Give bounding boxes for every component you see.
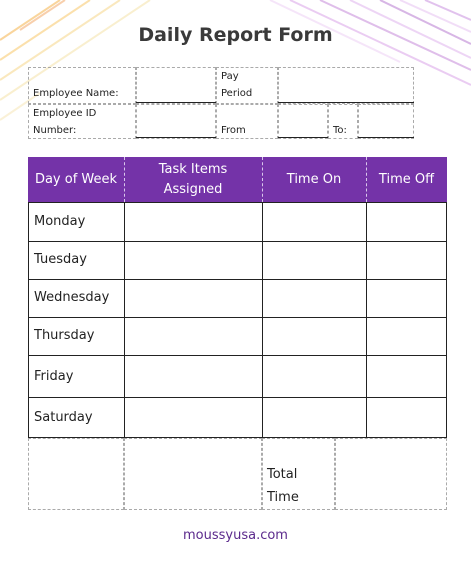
employee-name-underline — [136, 102, 216, 103]
header-time-off: Time Off — [378, 171, 435, 187]
pay-period-label-cell — [216, 67, 278, 104]
employee-name-label-cell — [28, 67, 136, 104]
column-divider — [262, 203, 263, 437]
totals-empty-cell — [124, 438, 262, 510]
employee-name-label: Employee Name: — [33, 88, 119, 99]
column-divider — [366, 203, 367, 437]
employee-info-section — [28, 67, 414, 139]
day-thursday: Thursday — [34, 328, 95, 343]
header-task-items: Task Items Assigned — [158, 161, 228, 197]
row-divider — [29, 279, 446, 280]
day-wednesday: Wednesday — [34, 290, 110, 305]
to-date-underline — [358, 137, 414, 138]
page-title: Daily Report Form — [138, 24, 333, 46]
total-time-label-cell — [262, 438, 335, 510]
footer-website: moussyusa.com — [183, 528, 288, 543]
table-body — [28, 202, 447, 438]
total-time-field[interactable] — [335, 438, 447, 510]
employee-id-underline — [136, 137, 216, 138]
total-time-label-line1: Total — [267, 467, 298, 482]
employee-id-field[interactable] — [136, 104, 216, 139]
row-divider — [29, 397, 446, 398]
day-saturday: Saturday — [34, 410, 93, 425]
pay-period-label-line1: Pay — [221, 71, 239, 82]
row-divider — [29, 241, 446, 242]
employee-id-label-line2: Number: — [33, 125, 77, 136]
totals-row — [28, 438, 447, 510]
pay-period-field[interactable] — [278, 67, 414, 104]
from-label-cell — [216, 104, 278, 139]
from-date-field[interactable] — [278, 104, 328, 139]
employee-id-label-line1: Employee ID — [33, 108, 97, 119]
employee-name-field[interactable] — [136, 67, 216, 104]
from-date-underline — [278, 137, 328, 138]
row-divider — [29, 355, 446, 356]
day-tuesday: Tuesday — [34, 252, 87, 267]
table-header-row — [28, 157, 447, 202]
to-label-cell — [328, 104, 358, 139]
pay-period-label-line2: Period — [221, 88, 253, 99]
day-friday: Friday — [34, 369, 74, 384]
to-label: To: — [333, 125, 347, 136]
totals-empty-cell — [28, 438, 124, 510]
to-date-field[interactable] — [358, 104, 414, 139]
employee-id-label-cell — [28, 104, 136, 139]
pay-period-underline — [278, 102, 414, 103]
header-day-of-week: Day of Week — [34, 171, 118, 187]
row-divider — [29, 317, 446, 318]
total-time-label-line2: Time — [267, 490, 299, 505]
day-monday: Monday — [34, 214, 86, 229]
header-time-on: Time On — [286, 171, 342, 187]
from-label: From — [221, 125, 246, 136]
column-divider — [124, 203, 125, 437]
